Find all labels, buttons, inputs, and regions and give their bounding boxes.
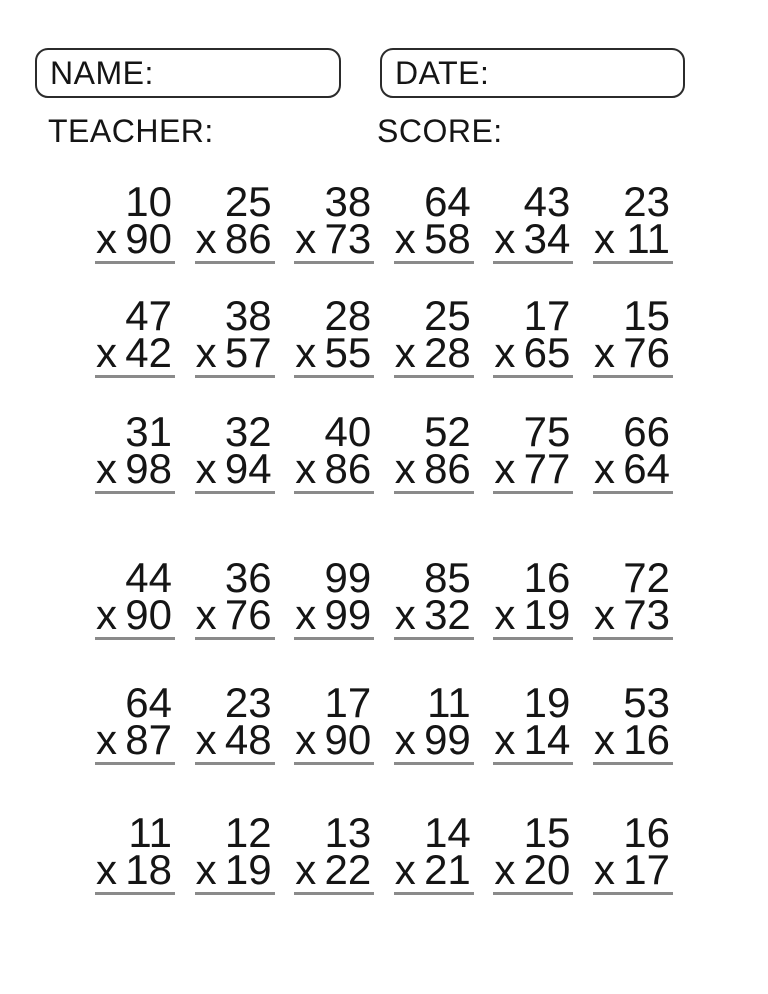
multiplicand: 25 [224, 178, 272, 225]
multiplicand: 38 [324, 178, 372, 225]
multiply-operator: x [494, 445, 516, 492]
multiplier: 90 [125, 215, 172, 262]
problem-bottom-row [294, 445, 374, 492]
name-field-box[interactable] [35, 48, 341, 98]
multiplicand: 16 [523, 554, 571, 601]
problem-bottom-row [593, 716, 673, 763]
problem-bottom-row [593, 445, 673, 492]
multiplier: 16 [623, 716, 670, 763]
multiplier: 76 [224, 591, 272, 638]
multiply-operator: x [195, 329, 217, 376]
problem-bottom-row [593, 329, 673, 376]
multiplicand: 25 [424, 292, 471, 339]
multiplier: 73 [623, 591, 670, 638]
multiplicand: 13 [324, 809, 372, 856]
problem-row-3 [95, 408, 673, 494]
multiplier: 94 [224, 445, 272, 492]
multiply-operator: x [195, 215, 217, 262]
multiplication-problem[interactable] [195, 679, 275, 765]
multiply-operator: x [394, 329, 416, 376]
multiplier: 58 [424, 215, 471, 262]
multiply-operator: x [494, 846, 516, 893]
multiplicand: 11 [427, 679, 471, 726]
multiplication-problem[interactable] [95, 178, 175, 264]
multiplication-problem[interactable] [493, 292, 573, 378]
multiplier: 57 [224, 329, 272, 376]
problem-bottom-row [593, 591, 673, 638]
multiplier: 19 [523, 591, 571, 638]
multiplicand: 28 [324, 292, 372, 339]
problem-bottom-row [95, 445, 175, 492]
multiplicand: 15 [623, 292, 670, 339]
multiply-operator: x [593, 716, 615, 763]
multiply-operator: x [494, 591, 516, 638]
multiplicand: 75 [523, 408, 571, 455]
teacher-label: TEACHER: [48, 113, 214, 149]
date-field-box[interactable] [380, 48, 685, 98]
problem-bottom-row [195, 329, 275, 376]
multiplier: 99 [324, 591, 372, 638]
multiplication-problem[interactable] [294, 554, 374, 640]
problem-row-4 [95, 554, 673, 640]
multiply-operator: x [494, 329, 516, 376]
multiplier: 65 [523, 329, 571, 376]
multiplicand: 12 [224, 809, 272, 856]
multiplicand: 85 [424, 554, 471, 601]
multiplier: 19 [224, 846, 272, 893]
multiplicand: 66 [623, 408, 670, 455]
multiplicand: 17 [324, 679, 372, 726]
multiply-operator: x [593, 846, 615, 893]
multiply-operator: x [295, 846, 317, 893]
multiplier: 90 [324, 716, 372, 763]
problem-bottom-row [493, 846, 573, 893]
multiply-operator: x [295, 329, 317, 376]
multiply-operator: x [96, 716, 117, 763]
multiplicand: 23 [224, 679, 272, 726]
multiply-operator: x [593, 591, 615, 638]
problem-bottom-row [195, 591, 275, 638]
multiplier: 21 [424, 846, 471, 893]
problem-bottom-row [493, 329, 573, 376]
multiplicand: 53 [623, 679, 670, 726]
multiplication-problem[interactable] [593, 679, 673, 765]
multiply-operator: x [195, 716, 217, 763]
multiplicand: 36 [224, 554, 272, 601]
multiplication-problem[interactable] [493, 679, 573, 765]
problem-bottom-row [493, 215, 573, 262]
multiplier: 11 [626, 215, 670, 262]
multiplier: 22 [324, 846, 372, 893]
multiplication-problem[interactable] [294, 679, 374, 765]
multiplier: 48 [224, 716, 272, 763]
multiplication-problem[interactable] [195, 408, 275, 494]
multiply-operator: x [96, 846, 117, 893]
multiplier: 86 [324, 445, 372, 492]
multiply-operator: x [195, 591, 217, 638]
multiplier: 42 [125, 329, 172, 376]
problem-bottom-row [493, 591, 573, 638]
multiplication-problem[interactable] [95, 554, 175, 640]
multiply-operator: x [593, 215, 615, 262]
problem-bottom-row [294, 329, 374, 376]
multiply-operator: x [394, 215, 416, 262]
multiplication-problem[interactable] [394, 178, 474, 264]
multiplication-problem[interactable] [195, 809, 275, 895]
multiply-operator: x [96, 329, 117, 376]
multiplicand: 64 [125, 679, 172, 726]
multiplication-problem[interactable] [195, 292, 275, 378]
multiplicand: 11 [128, 809, 172, 856]
multiply-operator: x [295, 445, 317, 492]
problem-row-5 [95, 679, 673, 765]
problem-bottom-row [394, 329, 474, 376]
multiplicand: 10 [125, 178, 172, 225]
multiplication-problem[interactable] [593, 554, 673, 640]
problem-bottom-row [593, 215, 673, 262]
multiplier: 87 [125, 716, 172, 763]
multiplicand: 72 [623, 554, 670, 601]
multiply-operator: x [494, 716, 516, 763]
problem-bottom-row [294, 591, 374, 638]
problem-bottom-row [95, 329, 175, 376]
multiply-operator: x [394, 716, 416, 763]
problem-row-6 [95, 809, 673, 895]
multiplicand: 38 [224, 292, 272, 339]
problem-bottom-row [394, 716, 474, 763]
multiplicand: 16 [623, 809, 670, 856]
multiplication-problem[interactable] [195, 554, 275, 640]
multiplication-problem[interactable] [493, 554, 573, 640]
multiplication-problem[interactable] [593, 809, 673, 895]
multiply-operator: x [96, 215, 117, 262]
multiplication-problem[interactable] [95, 809, 175, 895]
multiply-operator: x [494, 215, 516, 262]
multiplication-problem[interactable] [394, 679, 474, 765]
problem-bottom-row [294, 215, 374, 262]
multiply-operator: x [394, 445, 416, 492]
multiply-operator: x [96, 591, 117, 638]
multiplication-problem[interactable] [195, 178, 275, 264]
multiplier: 86 [424, 445, 471, 492]
multiply-operator: x [295, 591, 317, 638]
multiply-operator: x [195, 445, 217, 492]
multiply-operator: x [394, 846, 416, 893]
multiplicand: 40 [324, 408, 372, 455]
multiplicand: 19 [523, 679, 571, 726]
problem-row-2 [95, 292, 673, 378]
multiplicand: 43 [523, 178, 571, 225]
multiplicand: 14 [424, 809, 471, 856]
multiplier: 55 [324, 329, 372, 376]
multiplicand: 99 [324, 554, 372, 601]
multiplier: 14 [523, 716, 571, 763]
name-label: NAME: [50, 54, 154, 91]
multiply-operator: x [593, 445, 615, 492]
problem-bottom-row [195, 846, 275, 893]
multiplication-problem[interactable] [95, 292, 175, 378]
multiplier: 76 [623, 329, 670, 376]
problem-bottom-row [493, 716, 573, 763]
multiplier: 64 [623, 445, 670, 492]
multiply-operator: x [295, 215, 317, 262]
multiplicand: 64 [424, 178, 471, 225]
date-label: DATE: [395, 54, 490, 91]
problem-bottom-row [195, 215, 275, 262]
multiplication-problem[interactable] [394, 408, 474, 494]
score-label: SCORE: [377, 113, 503, 149]
multiplicand: 31 [125, 408, 172, 455]
problem-bottom-row [394, 445, 474, 492]
multiplier: 99 [424, 716, 471, 763]
multiplication-problem[interactable] [95, 408, 175, 494]
problem-bottom-row [394, 215, 474, 262]
multiplicand: 47 [125, 292, 172, 339]
multiply-operator: x [295, 716, 317, 763]
multiplicand: 44 [125, 554, 172, 601]
multiplicand: 32 [224, 408, 272, 455]
multiplier: 17 [623, 846, 670, 893]
multiplier: 34 [523, 215, 571, 262]
multiply-operator: x [195, 846, 217, 893]
multiplication-problem[interactable] [493, 178, 573, 264]
multiplier: 18 [125, 846, 172, 893]
multiplication-problem[interactable] [593, 178, 673, 264]
multiplier: 28 [424, 329, 471, 376]
problem-bottom-row [593, 846, 673, 893]
multiplication-problem[interactable] [493, 408, 573, 494]
multiplicand: 52 [424, 408, 471, 455]
multiply-operator: x [593, 329, 615, 376]
problem-bottom-row [394, 591, 474, 638]
problem-bottom-row [493, 445, 573, 492]
multiplier: 32 [424, 591, 471, 638]
multiplication-problem[interactable] [394, 554, 474, 640]
problem-row-1 [95, 178, 673, 264]
multiplicand: 15 [523, 809, 571, 856]
multiplication-problem[interactable] [394, 809, 474, 895]
multiplier: 73 [324, 215, 372, 262]
multiplier: 98 [125, 445, 172, 492]
multiplier: 90 [125, 591, 172, 638]
problem-bottom-row [394, 846, 474, 893]
multiplication-problem[interactable] [593, 408, 673, 494]
multiplication-problem[interactable] [394, 292, 474, 378]
multiplier: 86 [224, 215, 272, 262]
multiplication-problem[interactable] [95, 679, 175, 765]
problem-bottom-row [95, 215, 175, 262]
multiplication-problem[interactable] [294, 408, 374, 494]
multiplication-problem[interactable] [294, 178, 374, 264]
problem-bottom-row [294, 846, 374, 893]
multiplicand: 23 [623, 178, 670, 225]
problem-bottom-row [95, 591, 175, 638]
multiplicand: 17 [523, 292, 571, 339]
multiplication-problem[interactable] [294, 292, 374, 378]
problem-bottom-row [195, 445, 275, 492]
problem-bottom-row [195, 716, 275, 763]
problem-bottom-row [294, 716, 374, 763]
multiplication-problem[interactable] [593, 292, 673, 378]
problem-bottom-row [95, 716, 175, 763]
problem-bottom-row [95, 846, 175, 893]
multiplier: 20 [523, 846, 571, 893]
multiply-operator: x [394, 591, 416, 638]
multiply-operator: x [96, 445, 117, 492]
multiplication-problem[interactable] [493, 809, 573, 895]
multiplier: 77 [523, 445, 571, 492]
multiplication-problem[interactable] [294, 809, 374, 895]
